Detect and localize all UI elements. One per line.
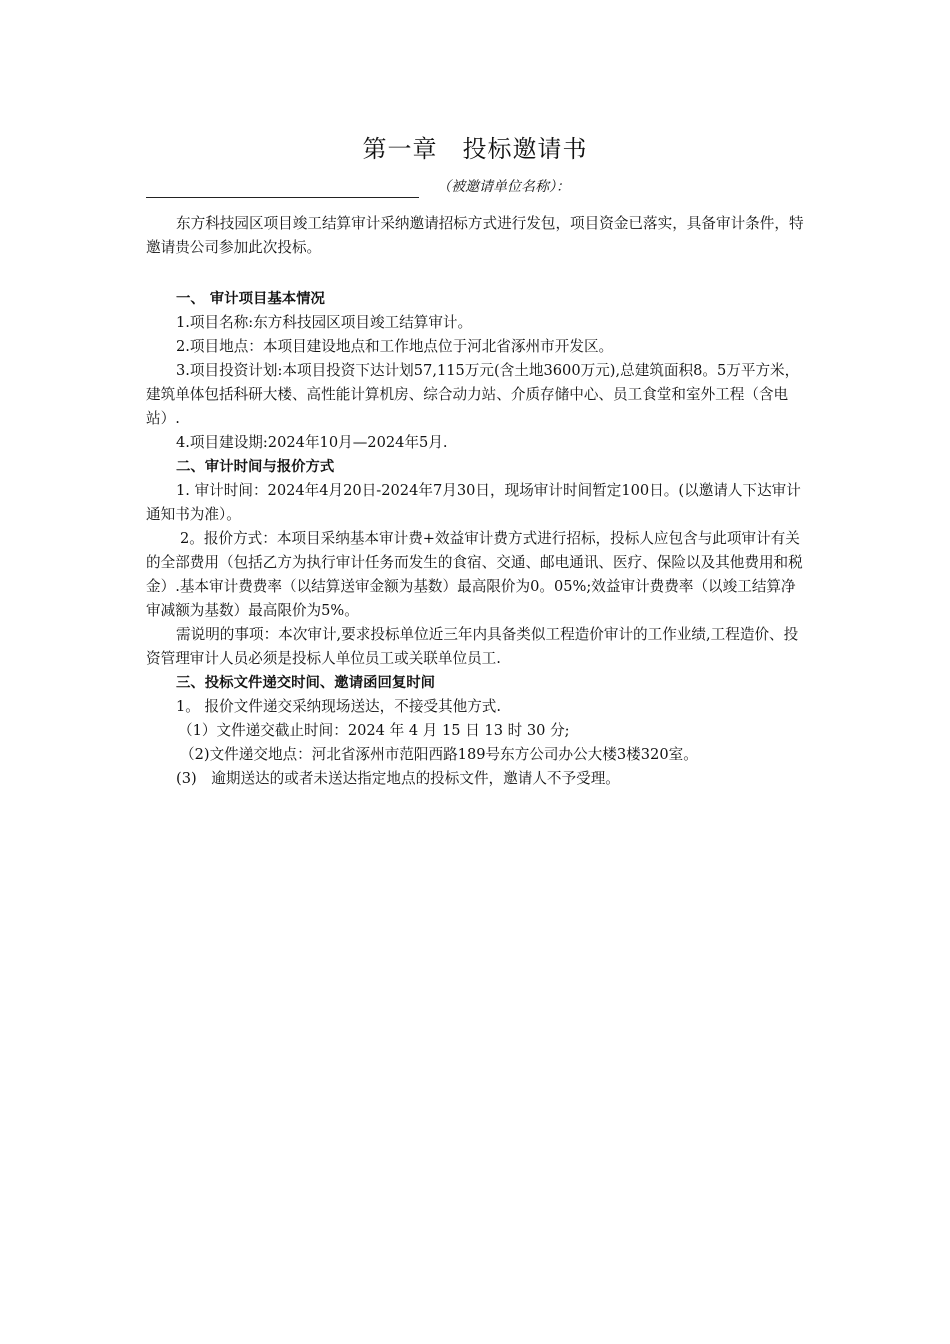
main-body: [146, 287, 810, 791]
s1-item-1: 1.项目名称:东方科技园区项目竣工结算审计。: [176, 314, 473, 331]
s1-item-2: 2.项目地点：本项目建设地点和工作地点位于河北省涿州市开发区。: [176, 338, 614, 355]
s1-item-3: 3.项目投资计划:本项目投资下达计划57,115万元(含土地3600万元),总建筑面积8。5万平方米，建筑单体包括科研大楼、高性能计算机房、综合动力站、介质存储中心、员工食堂和室外工程（含电站）.: [146, 362, 800, 427]
s3-item-2: （1）文件递交截止时间：2024 年 4 月 15 日 13 时 30 分;: [178, 722, 570, 739]
s3-item-3: （2)文件递交地点：河北省涿州市范阳西路189号东方公司办公大楼3楼320室。: [180, 746, 698, 763]
intro-block: [146, 212, 810, 260]
invitee-name-blank: [146, 180, 419, 198]
section-2-heading: 二、审计时间与报价方式: [176, 459, 335, 475]
invitee-line: [146, 176, 570, 198]
s2-item-1: 1. 审计时间：2024年4月20日-2024年7月30日，现场审计时间暂定100日。(以邀请人下达审计通知书为准）。: [146, 482, 801, 523]
s2-item-2: 2。报价方式：本项目采纳基本审计费+效益审计费方式进行招标，投标人应包含与此项审计有关的全部费用（包括乙方为执行审计任务而发生的食宿、交通、邮电通讯、医疗、保险以及其他费用和税金）.基本审计费费率（以结算送审金额为基数）最高限价为0。05%;效益审计费费率（以竣工结算净审减额为基数）最高限价为5%。: [146, 530, 803, 619]
s1-item-4: 4.项目建设期:2024年10月—2024年5月.: [176, 434, 448, 451]
s3-item-1: 1。 报价文件递交采纳现场送达，不接受其他方式.: [176, 698, 502, 715]
chapter-title: 第一章 投标邀请书: [362, 135, 588, 163]
s3-item-4: (3) 逾期送达的或者未送达指定地点的投标文件，邀请人不予受理。: [176, 770, 620, 787]
s2-note: 需说明的事项：本次审计,要求投标单位近三年内具备类似工程造价审计的工作业绩,工程造价、投资管理审计人员必须是投标人单位员工或关联单位员工.: [146, 626, 799, 667]
intro-paragraph: 东方科技园区项目竣工结算审计采纳邀请招标方式进行发包，项目资金已落实，具备审计条件，特邀请贵公司参加此次投标。: [146, 215, 804, 256]
section-3-heading: 三、投标文件递交时间、邀请函回复时间: [176, 675, 436, 691]
section-1-heading: 一、 审计项目基本情况: [176, 291, 325, 307]
invitee-note: （被邀请单位名称）：: [437, 179, 570, 195]
